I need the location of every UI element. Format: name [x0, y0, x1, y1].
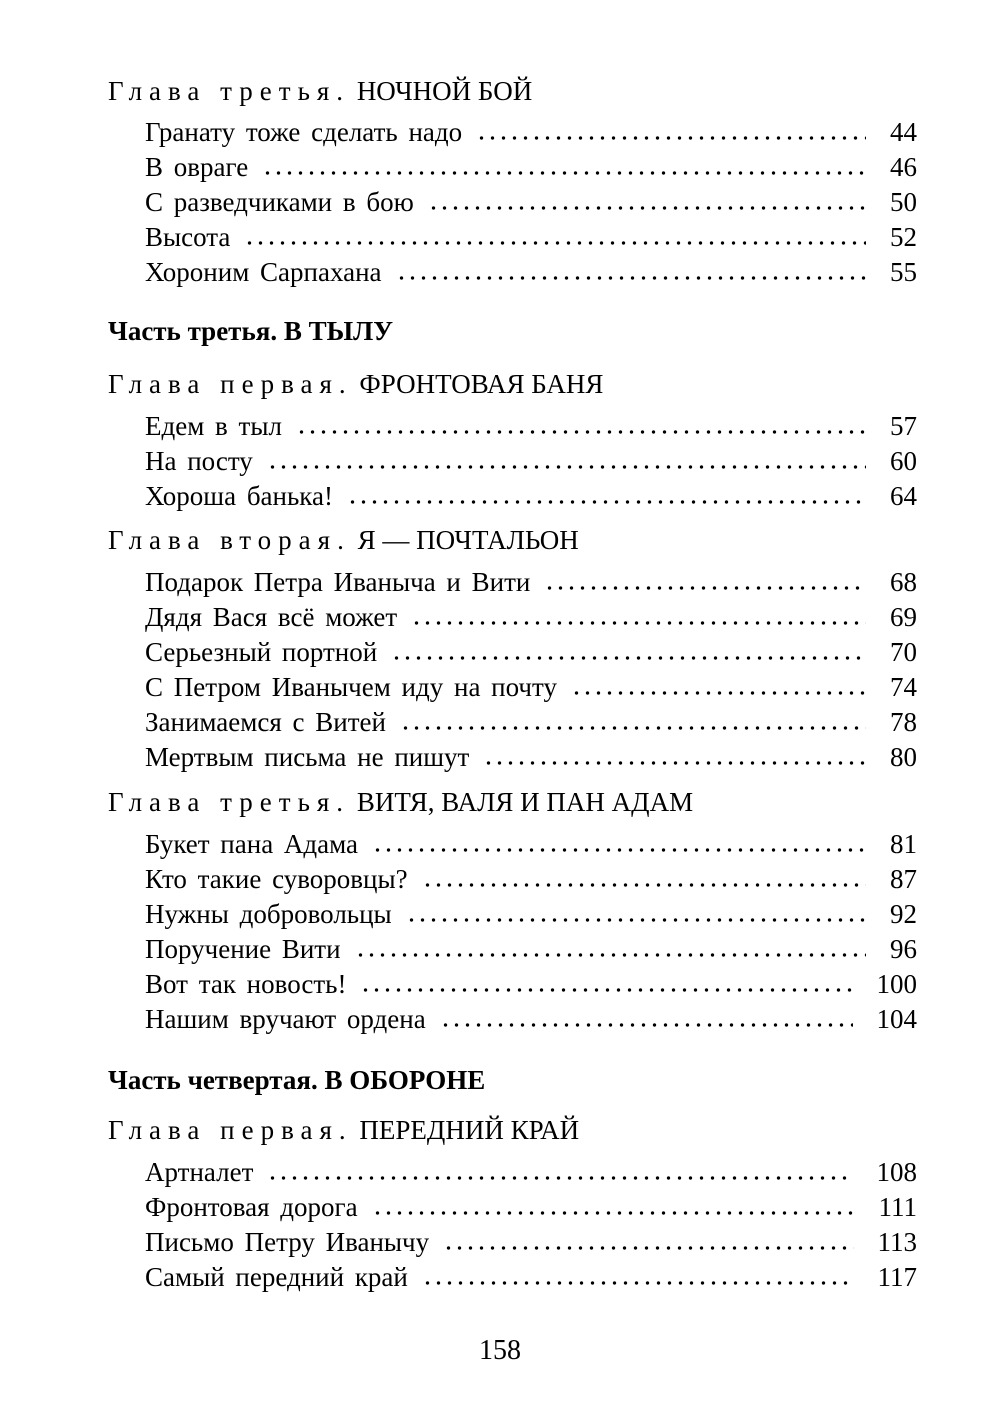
- toc-entry: [145, 896, 917, 928]
- dot-leader: [372, 1209, 855, 1217]
- toc-entry: [145, 1154, 917, 1186]
- toc-entry-page: 104: [876, 1004, 917, 1034]
- toc-entry-title: Самый передний край: [145, 1262, 408, 1292]
- toc-entry-page: 46: [890, 152, 917, 182]
- toc-entry-page: 52: [890, 222, 917, 252]
- dot-leader: [360, 986, 852, 994]
- toc-entry: [145, 1001, 917, 1033]
- toc-entry-page: 100: [876, 969, 917, 999]
- toc-entry: [145, 149, 917, 181]
- toc-entry: [145, 861, 917, 893]
- toc-entry: [145, 408, 917, 440]
- toc-entry-title: Поручение Вити: [145, 934, 341, 964]
- dot-leader: [262, 169, 866, 177]
- chapter-title: НОЧНОЙ БОЙ: [356, 76, 533, 106]
- toc-entry: [145, 966, 917, 998]
- toc-entry-page: 69: [890, 602, 917, 632]
- dot-leader: [296, 428, 866, 436]
- toc-entry: [145, 114, 917, 146]
- toc-entry-page: 68: [890, 567, 917, 597]
- toc-entry-title: Занимаемся с Витей: [145, 707, 386, 737]
- dot-leader: [244, 239, 866, 247]
- toc-entry: [145, 254, 917, 286]
- toc-entry: [145, 931, 917, 963]
- toc-entry-page: 108: [876, 1157, 917, 1187]
- chapter-title: ВИТЯ, ВАЛЯ И ПАН АДАМ: [356, 787, 694, 817]
- toc-entry-title: Письмо Петру Иванычу: [145, 1227, 430, 1257]
- toc-entry: [145, 826, 917, 858]
- toc-entry-title: Артналет: [145, 1157, 254, 1187]
- chapter-label: Глава вторая.: [108, 525, 351, 555]
- toc-entry-title: Вот так новость!: [145, 969, 347, 999]
- toc-entry-title: На посту: [145, 446, 253, 476]
- dot-leader: [347, 498, 866, 506]
- toc-entry-page: 50: [890, 187, 917, 217]
- toc-entry: [145, 564, 917, 596]
- chapter-label: Глава первая.: [108, 369, 353, 399]
- toc-entry-page: 81: [890, 829, 917, 859]
- chapter-label: Глава третья.: [108, 787, 351, 817]
- toc-entry-page: 78: [890, 707, 917, 737]
- toc-entry-page: 60: [890, 446, 917, 476]
- dot-leader: [440, 1021, 853, 1029]
- toc-entry-title: Серьезный портной: [145, 637, 378, 667]
- part-heading: Часть четвертая. В ОБОРОНЕ: [108, 1065, 486, 1095]
- dot-leader: [355, 951, 866, 959]
- toc-entry-title: С разведчиками в бою: [145, 187, 414, 217]
- toc-entry-title: С Петром Иванычем иду на почту: [145, 672, 557, 702]
- toc-entry: [145, 1189, 917, 1221]
- toc-entry-page: 44: [890, 117, 917, 147]
- toc-entry-title: Фронтовая дорога: [145, 1192, 358, 1222]
- chapter-title: ФРОНТОВАЯ БАНЯ: [359, 369, 604, 399]
- toc-entry-page: 87: [890, 864, 917, 894]
- dot-leader: [571, 689, 866, 697]
- dot-leader: [400, 724, 866, 732]
- toc-entry: [145, 184, 917, 216]
- toc-entry: [145, 443, 917, 475]
- chapter-heading: [108, 78, 532, 105]
- toc-entry-title: Нашим вручают ордена: [145, 1004, 426, 1034]
- page-number: 158: [479, 1335, 521, 1366]
- toc-entry-page: 96: [890, 934, 917, 964]
- part-heading: Часть третья. В ТЫЛУ: [108, 316, 394, 346]
- dot-leader: [476, 134, 866, 142]
- dot-leader: [267, 463, 866, 471]
- toc-entry-page: 64: [890, 481, 917, 511]
- toc-entry-title: Букет пана Адама: [145, 829, 359, 859]
- toc-entry: [145, 669, 917, 701]
- chapter-heading: [108, 371, 603, 398]
- dot-leader: [422, 881, 866, 889]
- dot-leader: [406, 916, 866, 924]
- chapter-title: Я — ПОЧТАЛЬОН: [357, 525, 579, 555]
- toc-entry-title: Хороним Сарпахана: [145, 257, 382, 287]
- toc-entry-title: Едем в тыл: [145, 411, 282, 441]
- toc-entry-page: 70: [890, 637, 917, 667]
- toc-entry-page: 113: [877, 1227, 917, 1257]
- chapter-heading: [108, 527, 579, 554]
- dot-leader: [422, 1279, 854, 1287]
- dot-leader: [544, 584, 866, 592]
- toc-entry: [145, 1259, 917, 1291]
- toc-entry-title: Хороша банька!: [145, 481, 333, 511]
- chapter-title: ПЕРЕДНИЙ КРАЙ: [359, 1115, 580, 1145]
- chapter-label: Глава первая.: [108, 1115, 353, 1145]
- toc-entry: [145, 1224, 917, 1256]
- chapter-heading: [108, 1117, 579, 1144]
- toc-entry-page: 55: [890, 257, 917, 287]
- toc-entry-page: 111: [878, 1192, 917, 1222]
- toc-entry: [145, 599, 917, 631]
- toc-entry-page: 57: [890, 411, 917, 441]
- dot-leader: [428, 204, 866, 212]
- dot-leader: [443, 1244, 853, 1252]
- toc-entry-title: Мертвым письма не пишут: [145, 742, 470, 772]
- toc-entry-page: 117: [877, 1262, 917, 1292]
- dot-leader: [483, 759, 866, 767]
- toc-entry: [145, 219, 917, 251]
- dot-leader: [396, 274, 866, 282]
- toc-entry-title: В овраге: [145, 152, 249, 182]
- dot-leader: [267, 1174, 852, 1182]
- toc-entry-title: Нужны добровольцы: [145, 899, 392, 929]
- toc-entry-page: 80: [890, 742, 917, 772]
- toc-entry-page: 74: [890, 672, 917, 702]
- toc-entry: [145, 704, 917, 736]
- toc-entry-title: Дядя Вася всё может: [145, 602, 398, 632]
- toc-entry: [145, 739, 917, 771]
- toc-entry-title: Подарок Петра Иваныча и Вити: [145, 567, 531, 597]
- toc-entry-page: 92: [890, 899, 917, 929]
- dot-leader: [391, 654, 866, 662]
- toc-entry: [145, 634, 917, 666]
- toc-entry-title: Кто такие суворовцы?: [145, 864, 408, 894]
- toc-entry-title: Высота: [145, 222, 231, 252]
- chapter-label: Глава третья.: [108, 76, 351, 106]
- dot-leader: [411, 619, 866, 627]
- dot-leader: [372, 846, 866, 854]
- chapter-heading: [108, 789, 693, 816]
- toc-entry-title: Гранату тоже сделать надо: [145, 117, 463, 147]
- toc-entry: [145, 478, 917, 510]
